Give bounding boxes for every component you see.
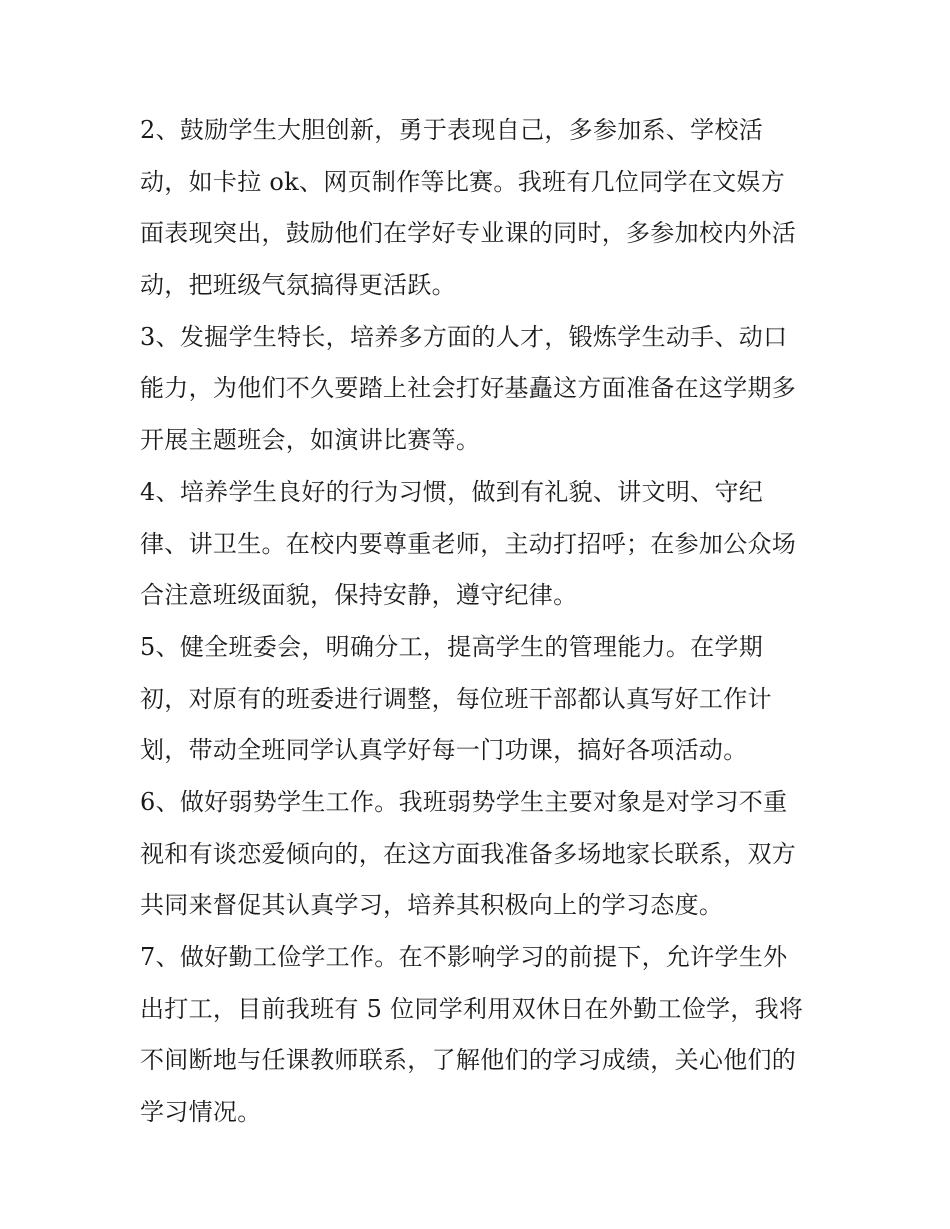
paragraph-item-3	[140, 312, 820, 467]
paragraph-item-6	[140, 777, 820, 932]
paragraph-item-4	[140, 467, 820, 622]
text-line: 开展主题班会，如演讲比赛等。	[140, 426, 481, 455]
text-line: 合注意班级面貌，保持安静，遵守纪律。	[140, 581, 578, 610]
document-body	[140, 105, 820, 1139]
text-line: 出打工，目前我班有 5 位同学利用双休日在外勤工俭学，我将	[140, 994, 804, 1023]
text-line: 划，带动全班同学认真学好每一门功课，搞好各项活动。	[140, 736, 748, 765]
text-line: 面表现突出，鼓励他们在学好专业课的同时，多参加校内外活	[140, 219, 797, 248]
text-line: 2、鼓励学生大胆创新，勇于表现自己，多参加系、学校活	[140, 116, 764, 144]
paragraph-item-5	[140, 622, 820, 777]
text-line: 律、讲卫生。在校内要尊重老师，主动打招呼；在参加公众场	[140, 529, 797, 558]
text-line: 共同来督促其认真学习，培养其积极向上的学习态度。	[140, 891, 724, 920]
text-line: 视和有谈恋爱倾向的，在这方面我准备多场地家长联系，双方	[140, 839, 797, 868]
text-line: 学习情况。	[140, 1098, 262, 1127]
text-line: 初，对原有的班委进行调整，每位班干部都认真写好工作计	[140, 684, 772, 713]
text-line: 4、培养学生良好的行为习惯，做到有礼貌、讲文明、守纪	[140, 477, 764, 506]
paragraph-item-7	[140, 932, 820, 1139]
paragraph-item-2	[140, 105, 820, 312]
text-line: 动，把班级气氛搞得更活跃。	[140, 271, 456, 300]
text-line: 7、做好勤工俭学工作。在不影响学习的前提下，允许学生外	[140, 943, 788, 971]
text-line: 3、发掘学生特长，培养多方面的人才，锻炼学生动手、动口	[140, 322, 788, 351]
text-line: 不间断地与任课教师联系，了解他们的学习成绩，关心他们的	[140, 1046, 797, 1075]
text-line: 能力，为他们不久要踏上社会打好基矗这方面准备在这学期多	[140, 374, 797, 403]
text-line: 动，如卡拉 ok、网页制作等比赛。我班有几位同学在文娱方	[140, 167, 786, 196]
text-line: 6、做好弱势学生工作。我班弱势学生主要对象是对学习不重	[140, 787, 788, 816]
text-line: 5、健全班委会，明确分工，提高学生的管理能力。在学期	[140, 632, 764, 661]
